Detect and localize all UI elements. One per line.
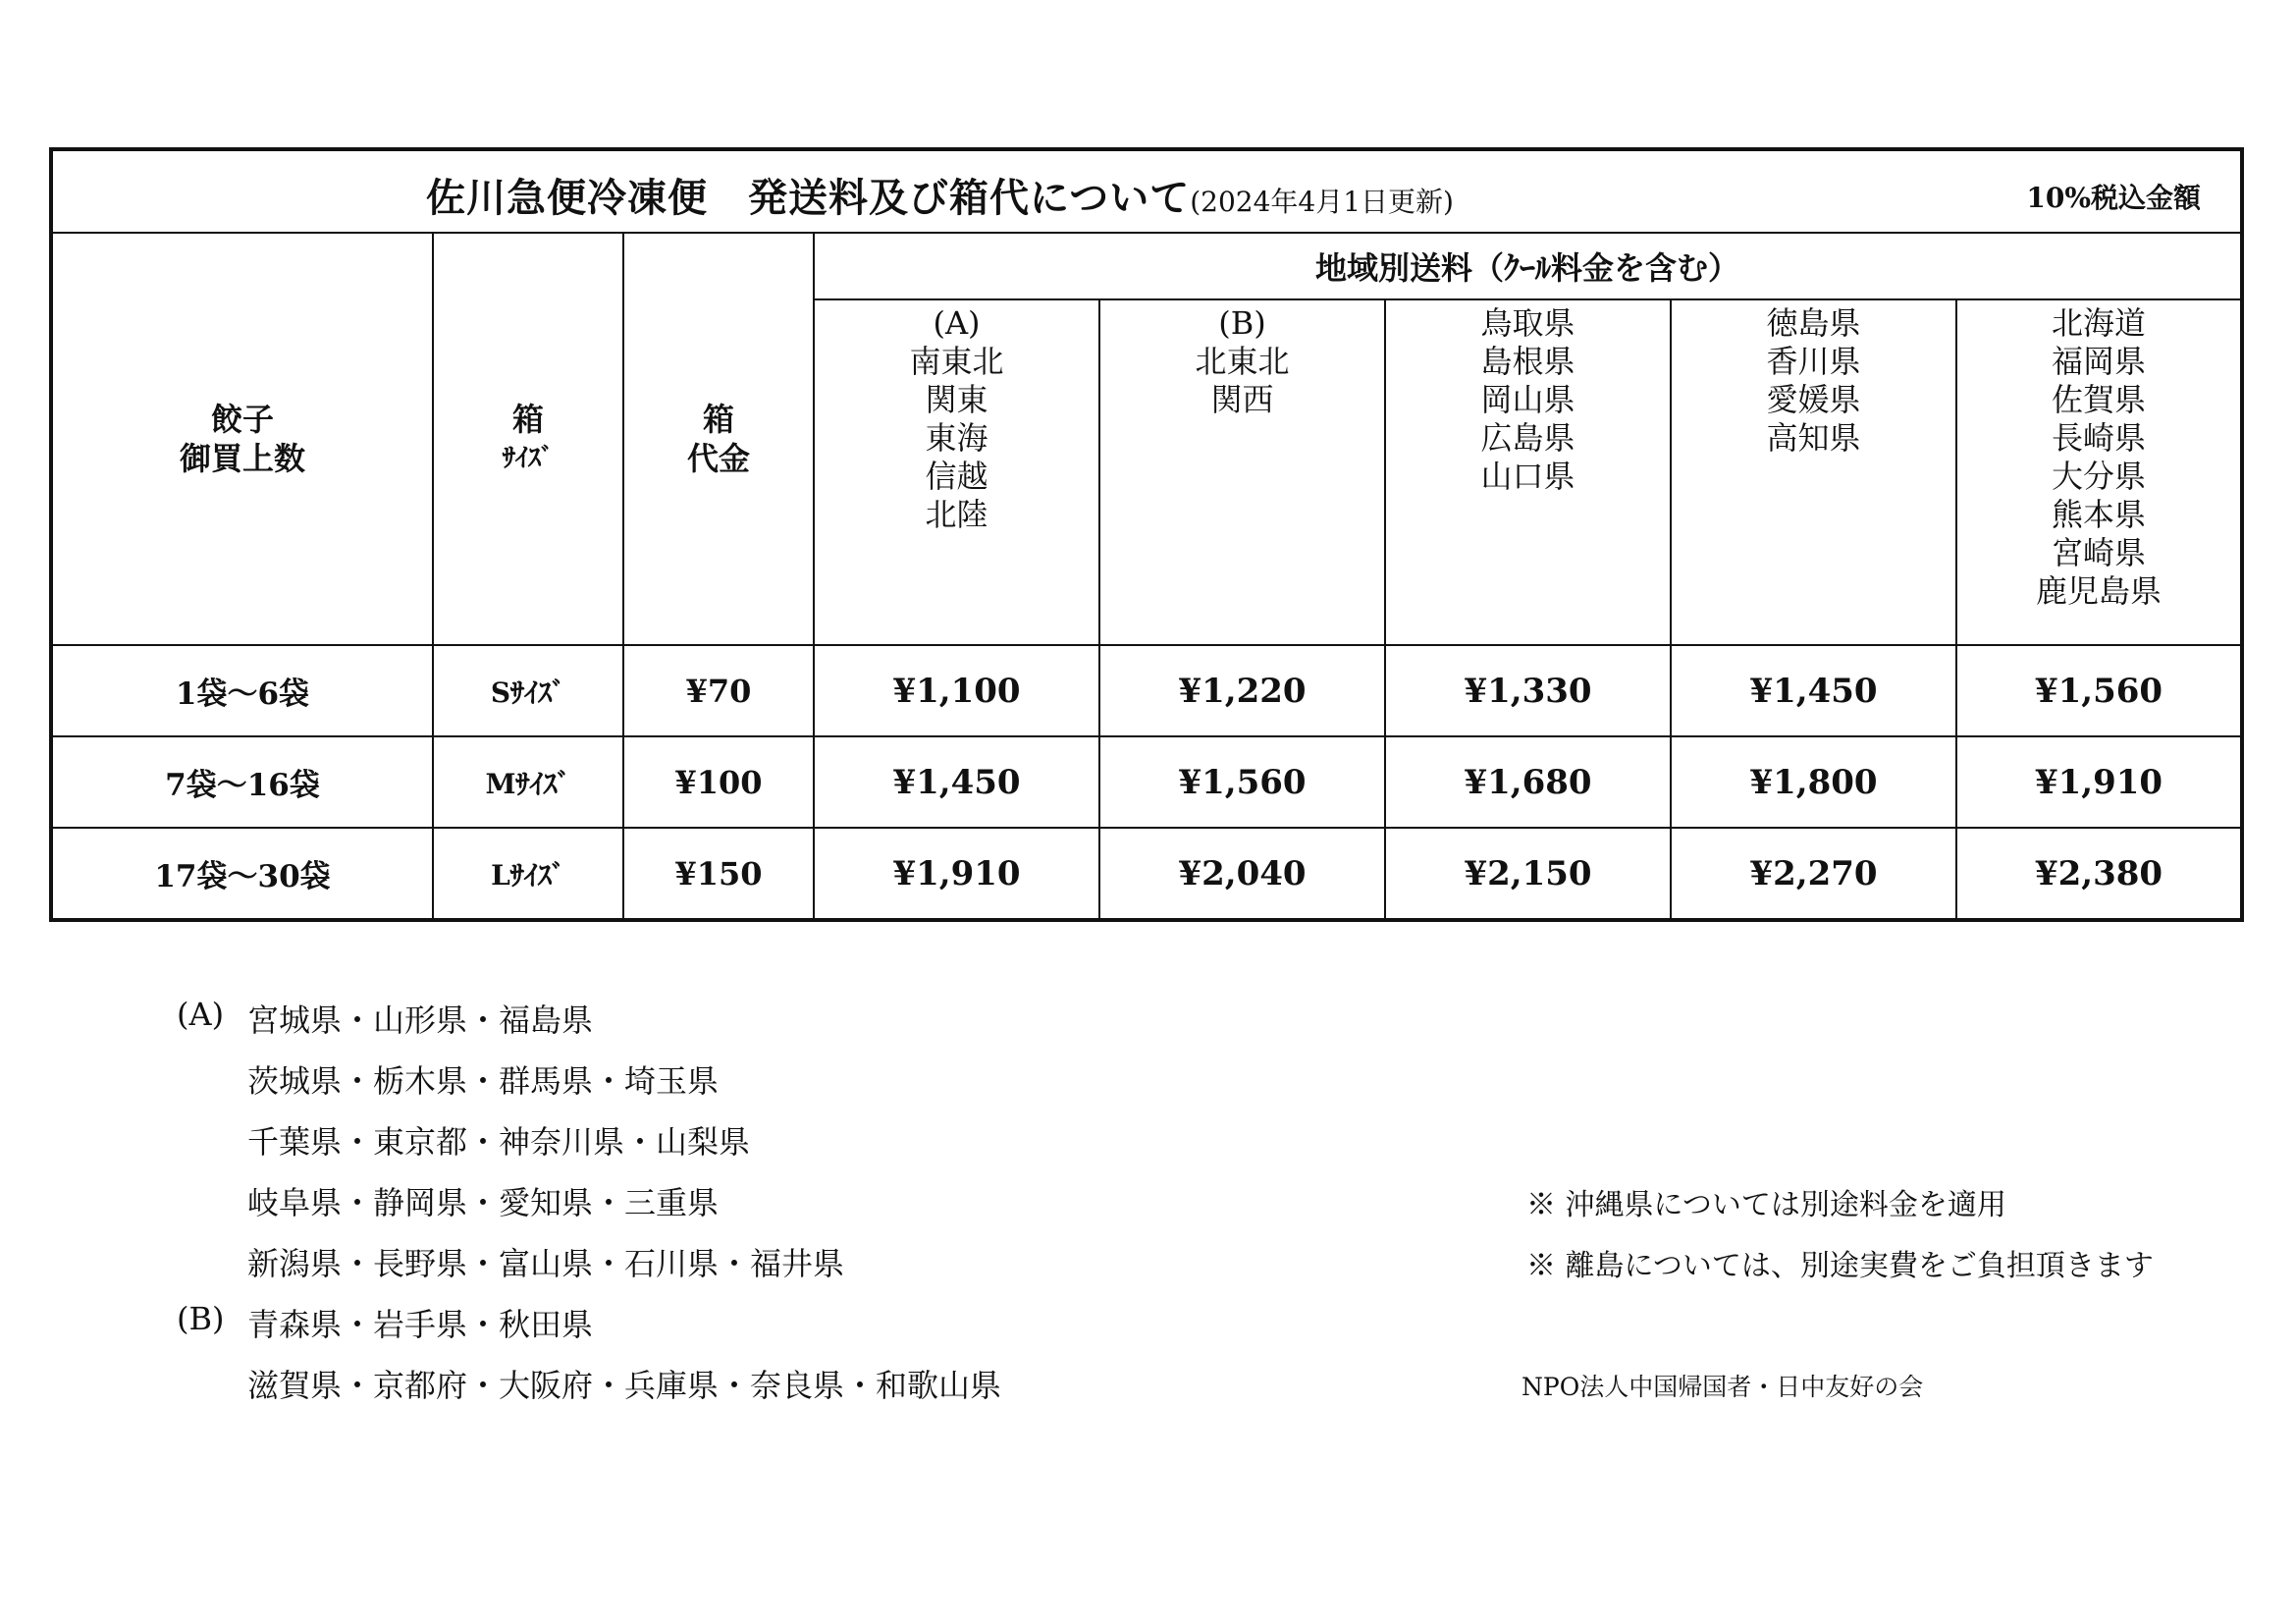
fee-cell: ¥1,100 bbox=[814, 645, 1099, 736]
region-line: 熊本県 bbox=[2051, 496, 2146, 533]
fee-cell: ¥1,680 bbox=[1385, 736, 1671, 828]
fee-cell: ¥1,450 bbox=[1671, 645, 1956, 736]
note-b-label: (B) bbox=[177, 1300, 225, 1337]
fee-cell: ¥2,270 bbox=[1671, 828, 1956, 920]
fee-cell: ¥1,800 bbox=[1671, 736, 1956, 828]
region-line: 徳島県 bbox=[1766, 304, 1861, 342]
fee-cell: ¥1,560 bbox=[1099, 736, 1385, 828]
fee-cell: ¥2,380 bbox=[1956, 828, 2242, 920]
box-price-header-line2: 代金 bbox=[686, 440, 750, 477]
fee-cell: ¥1,910 bbox=[814, 828, 1099, 920]
fee-cell: ¥1,560 bbox=[1956, 645, 2242, 736]
region-line: (A) bbox=[933, 304, 981, 342]
region-line: 北東北 bbox=[1195, 343, 1290, 380]
region-line: 香川県 bbox=[1766, 343, 1861, 380]
fee-cell: ¥2,040 bbox=[1099, 828, 1385, 920]
region-line: 宮崎県 bbox=[2051, 534, 2146, 571]
region-line: 関東 bbox=[925, 381, 988, 418]
box-price: ¥150 bbox=[623, 828, 814, 920]
region-line: 高知県 bbox=[1766, 419, 1861, 457]
tax-note: 10%税込金額 bbox=[2026, 182, 2201, 214]
shipping-fee-table bbox=[49, 147, 2244, 922]
region-column-chugoku bbox=[1385, 299, 1671, 645]
box-price: ¥70 bbox=[623, 645, 814, 736]
okinawa-note: ※ 沖縄県については別途料金を適用 bbox=[1526, 1188, 2006, 1222]
note-text: 宮城県・山形県・福島県 bbox=[247, 1001, 594, 1039]
page-title: 佐川急便冷凍便 発送料及び箱代について(2024年4月1日更新) bbox=[426, 175, 1454, 221]
count-header bbox=[51, 233, 433, 645]
region-line: 北海道 bbox=[2051, 304, 2146, 342]
table-row bbox=[51, 736, 2242, 828]
box-size: Sｻｲｽﾞ bbox=[433, 645, 623, 736]
fee-cell: ¥2,150 bbox=[1385, 828, 1671, 920]
regional-fee-header: 地域別送料（ｸｰﾙ料金を含む） bbox=[814, 233, 2242, 299]
islands-note: ※ 離島については、別途実費をご負担頂きます bbox=[1526, 1249, 2154, 1283]
table-title-cell bbox=[51, 149, 2242, 233]
region-column-hokkaido-kyushu bbox=[1956, 299, 2242, 645]
region-line: 北陸 bbox=[925, 496, 988, 533]
note-text: 滋賀県・京都府・大阪府・兵庫県・奈良県・和歌山県 bbox=[247, 1367, 1002, 1404]
box-price-header-line1: 箱 bbox=[702, 401, 734, 438]
region-line: 愛媛県 bbox=[1766, 381, 1861, 418]
region-line: 関西 bbox=[1210, 381, 1274, 418]
fee-cell: ¥1,330 bbox=[1385, 645, 1671, 736]
region-line: 岡山県 bbox=[1480, 381, 1575, 418]
region-line: 福岡県 bbox=[2051, 343, 2146, 380]
updated-date: (2024年4月1日更新) bbox=[1190, 186, 1454, 218]
size-header bbox=[433, 233, 623, 645]
region-line: 南東北 bbox=[909, 343, 1004, 380]
purchase-count: 7袋～16袋 bbox=[51, 736, 433, 828]
count-header-line2: 御買上数 bbox=[179, 440, 305, 477]
size-header-line2: ｻｲｽﾞ bbox=[502, 444, 554, 473]
region-line: 鹿児島県 bbox=[2035, 572, 2162, 610]
purchase-count: 1袋～6袋 bbox=[51, 645, 433, 736]
region-line: 広島県 bbox=[1480, 419, 1575, 457]
shipping-fee-sheet bbox=[49, 147, 2244, 922]
region-line: 鳥取県 bbox=[1480, 304, 1575, 342]
fee-cell: ¥1,220 bbox=[1099, 645, 1385, 736]
region-column-b bbox=[1099, 299, 1385, 645]
region-line: 大分県 bbox=[2051, 458, 2146, 495]
region-column-a bbox=[814, 299, 1099, 645]
region-line: 長崎県 bbox=[2051, 419, 2146, 457]
table-row bbox=[51, 645, 2242, 736]
purchase-count: 17袋～30袋 bbox=[51, 828, 433, 920]
region-line: 島根県 bbox=[1480, 343, 1575, 380]
count-header-line1: 餃子 bbox=[210, 401, 274, 438]
box-price-header bbox=[623, 233, 814, 645]
table-row bbox=[51, 828, 2242, 920]
region-column-shikoku bbox=[1671, 299, 1956, 645]
region-line: 東海 bbox=[925, 419, 988, 457]
size-header-line1: 箱 bbox=[511, 401, 544, 438]
note-text: 茨城県・栃木県・群馬県・埼玉県 bbox=[247, 1062, 720, 1100]
note-text: 新潟県・長野県・富山県・石川県・福井県 bbox=[247, 1245, 845, 1282]
box-price: ¥100 bbox=[623, 736, 814, 828]
note-text: 青森県・岩手県・秋田県 bbox=[247, 1306, 594, 1343]
fee-cell: ¥1,910 bbox=[1956, 736, 2242, 828]
region-line: 山口県 bbox=[1480, 458, 1575, 495]
region-line: 信越 bbox=[925, 458, 988, 495]
region-line: (B) bbox=[1218, 304, 1266, 342]
box-size: Mｻｲｽﾞ bbox=[433, 736, 623, 828]
note-text: 千葉県・東京都・神奈川県・山梨県 bbox=[247, 1123, 751, 1161]
fee-cell: ¥1,450 bbox=[814, 736, 1099, 828]
note-text: 岐阜県・静岡県・愛知県・三重県 bbox=[247, 1184, 720, 1221]
region-line: 佐賀県 bbox=[2051, 381, 2146, 418]
organization-name: NPO法人中国帰国者・日中友好の会 bbox=[1522, 1373, 1924, 1401]
note-a-label: (A) bbox=[177, 996, 225, 1033]
box-size: Lｻｲｽﾞ bbox=[433, 828, 623, 920]
